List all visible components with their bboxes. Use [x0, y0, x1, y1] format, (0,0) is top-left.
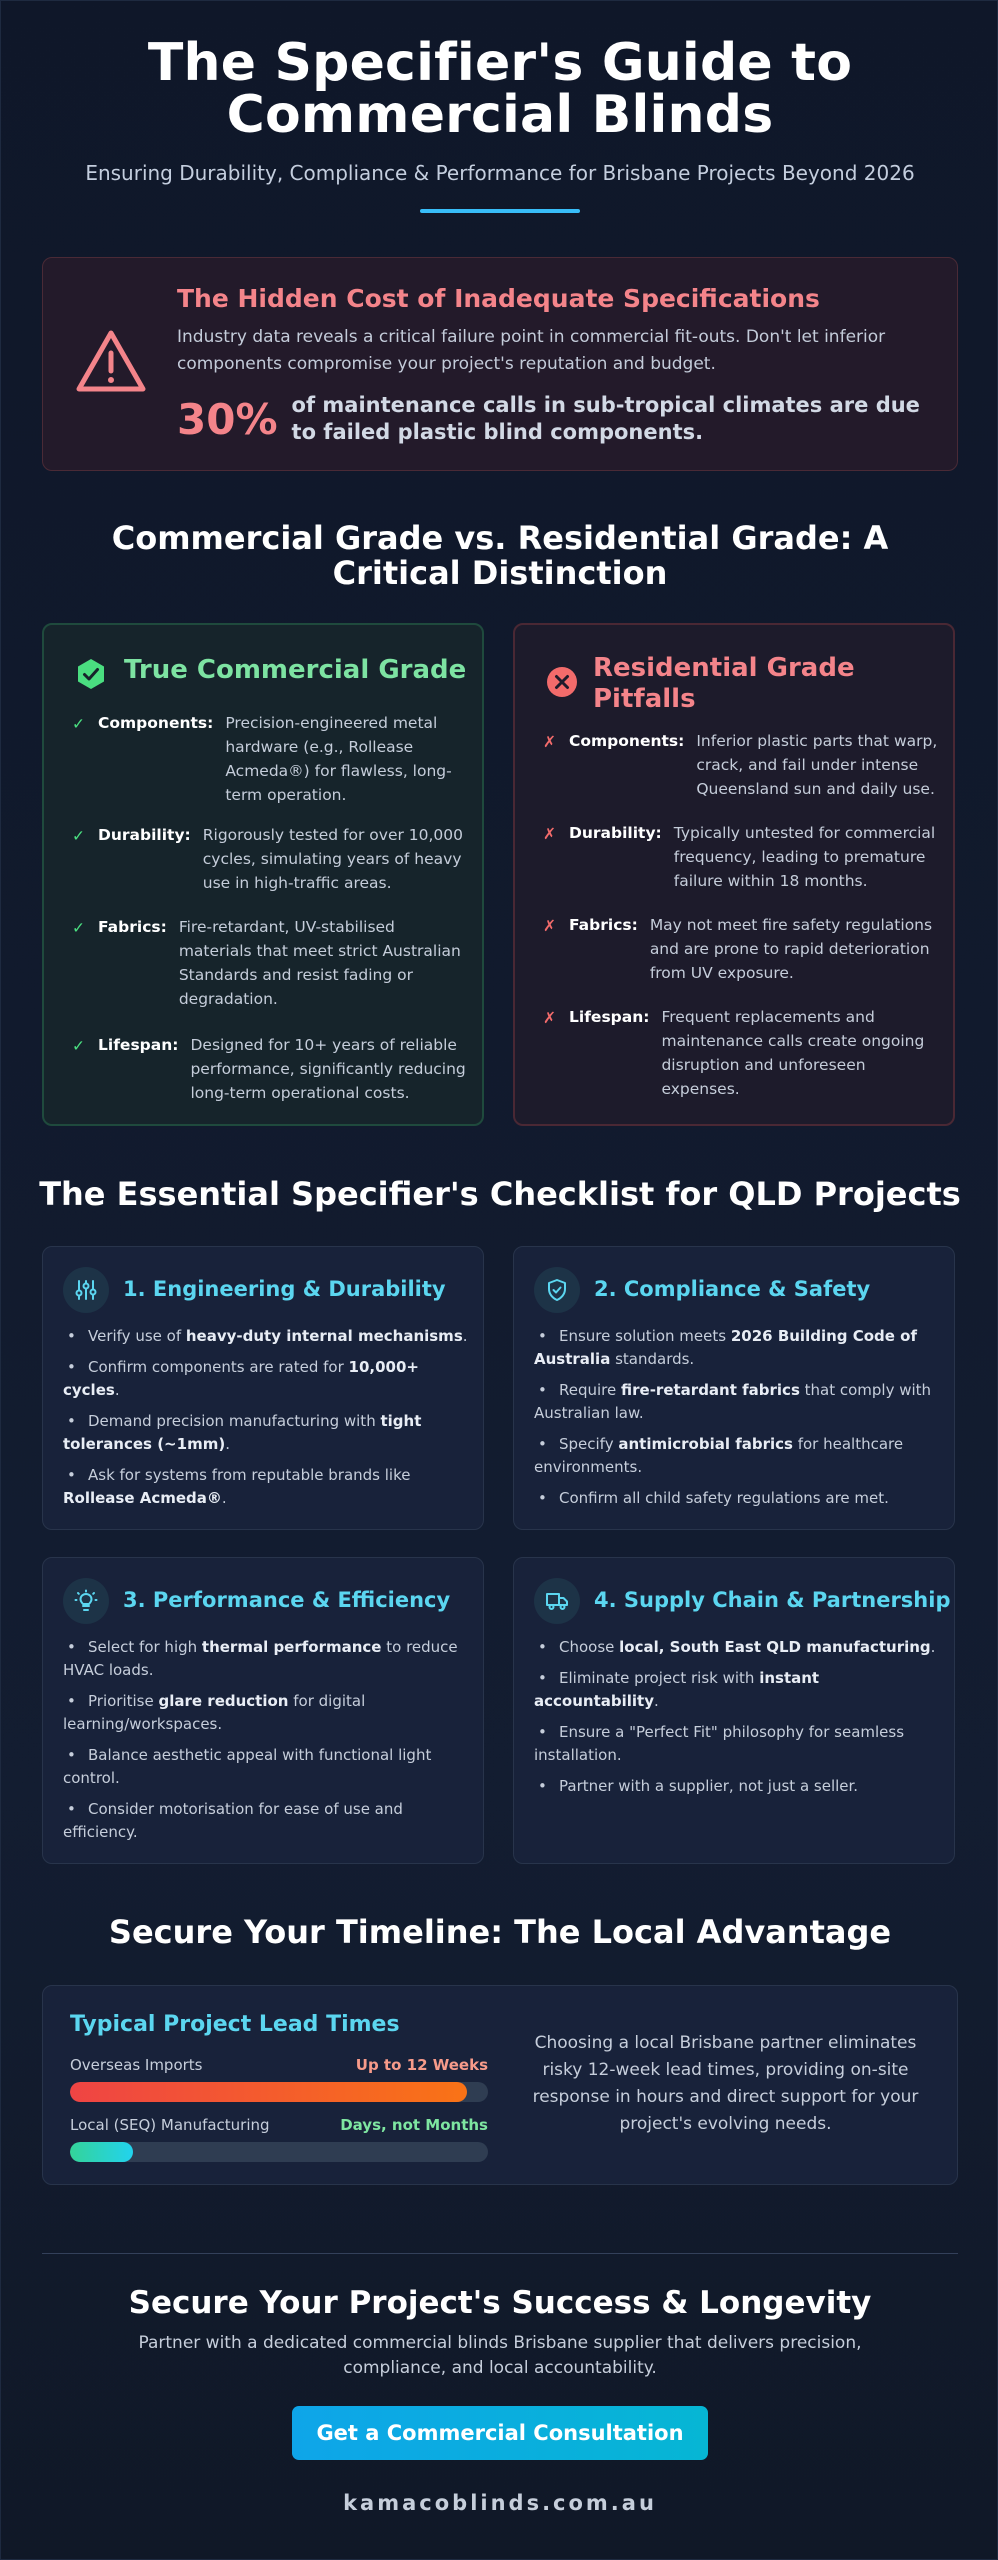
cta-subtitle: Partner with a dedicated commercial blinds Brisbane supplier that delivers precision, compliance, and local accountability. [138, 2333, 862, 2378]
check-icon: ✓ [72, 715, 85, 733]
checklist-item-bold: Rollease Acmeda® [63, 1489, 222, 1507]
checklist-item-post: to reduce HVAC loads. [63, 1638, 458, 1679]
comparison-row [72, 711, 472, 807]
check-badge-icon [74, 657, 108, 691]
comparison-row [72, 915, 472, 1011]
bar-label: Local (SEQ) Manufacturing [70, 2116, 270, 2134]
checklist-item-bold: tight tolerances (~1mm) [63, 1412, 422, 1453]
checklist-item [63, 1744, 468, 1790]
bar-fill [70, 2142, 133, 2162]
checklist-item-bold: fire-retardant fabrics [621, 1381, 800, 1399]
row-label: Components: [569, 732, 685, 750]
checklist-card-performance [42, 1557, 484, 1864]
page-subtitle: Ensuring Durability, Compliance & Performance for Brisbane Projects Beyond 2026 [85, 161, 915, 185]
cross-icon: ✗ [543, 733, 556, 751]
checklist-item [63, 1410, 468, 1456]
checklist-heading: The Essential Specifier's Checklist for QLD Projects [39, 1175, 961, 1213]
website-link[interactable]: kamacoblinds.com.au [343, 2491, 657, 2515]
row-label: Fabrics: [569, 916, 638, 934]
checklist-item-bold: thermal performance [201, 1638, 382, 1656]
checklist-item [63, 1356, 468, 1402]
icon-bubble [63, 1267, 109, 1313]
checklist-item-post: . [930, 1638, 936, 1656]
lead-times-description: Choosing a local Brisbane partner eliminates risky 12-week lead times, providing on-site response in hours and direct support for your project's evolving needs. [532, 2033, 919, 2134]
row-label: Components: [98, 714, 214, 732]
checklist-item-post: . [225, 1435, 230, 1453]
check-icon: ✓ [72, 1037, 85, 1055]
bar-track [70, 2142, 488, 2162]
bar-label: Overseas Imports [70, 2056, 203, 2074]
x-circle-icon [545, 665, 579, 699]
checklist-item-bold: heavy-duty internal mechanisms [185, 1327, 463, 1345]
checklist-item-bold: 10,000+ cycles [63, 1358, 419, 1399]
row-label: Lifespan: [569, 1008, 650, 1026]
commercial-grade-card [42, 623, 484, 1126]
bar-track [70, 2082, 488, 2102]
row-text: May not meet fire safety regulations and are prone to rapid deterioration from UV exposure. [649, 916, 933, 982]
checklist-item-bold: local, South East QLD manufacturing [619, 1638, 931, 1656]
bar-value: Days, not Months [340, 2116, 488, 2134]
icon-bubble [534, 1578, 580, 1624]
checklist-item [534, 1325, 939, 1371]
checklist-item [534, 1775, 939, 1798]
row-label: Durability: [98, 826, 191, 844]
row-text: Typically untested for commercial frequency, leading to premature failure within 18 months. [673, 824, 936, 890]
page-title-line1: The Specifier's Guide to [147, 33, 853, 93]
hidden-cost-alert [42, 257, 958, 471]
alert-stat-text: of maintenance calls in sub-tropical climates are due to failed plastic blind components. [291, 393, 920, 444]
checklist-item-bold: glare reduction [158, 1692, 289, 1710]
alert-title: The Hidden Cost of Inadequate Specifications [177, 284, 820, 313]
checklist-item [63, 1636, 468, 1682]
checklist-item [63, 1464, 468, 1510]
checklist-item-pre: Choose [559, 1638, 620, 1656]
checklist-item [534, 1667, 939, 1713]
page-header [1, 33, 998, 213]
checklist-item-pre: Confirm all child safety regulations are met. [559, 1489, 889, 1507]
checklist-item [63, 1325, 468, 1348]
checklist-item-pre: Confirm components are rated for [88, 1358, 349, 1376]
row-text: Inferior plastic parts that warp, crack, and fail under intense Queensland sun and daily use. [696, 732, 938, 798]
comparison-heading: Commercial Grade vs. Residential Grade: A Critical Distinction [111, 519, 889, 592]
checklist-item [534, 1487, 939, 1510]
checklist-item-post: for healthcare environments. [534, 1435, 904, 1476]
header-divider [420, 209, 580, 213]
lead-times-title: Typical Project Lead Times [70, 2012, 400, 2037]
check-icon: ✓ [72, 827, 85, 845]
bar-value: Up to 12 Weeks [355, 2056, 488, 2074]
section-divider [42, 2253, 958, 2254]
checklist-item-pre: Ensure a "Perfect Fit" philosophy for seamless installation. [534, 1723, 905, 1764]
comparison-row [543, 821, 943, 893]
checklist-item-pre: Ask for systems from reputable brands like [88, 1466, 411, 1484]
checklist-item-post: . [653, 1692, 659, 1710]
checklist-item-pre: Verify use of [88, 1327, 186, 1345]
checklist-items [63, 1636, 468, 1852]
alert-body: Industry data reveals a critical failure point in commercial fit-outs. Don't let inferior components compromise your project's reputation and budget. [177, 327, 886, 374]
row-label: Durability: [569, 824, 662, 842]
timeline-heading: Secure Your Timeline: The Local Advantage [108, 1913, 892, 1951]
page-title [1, 33, 998, 145]
row-text: Precision-engineered metal hardware (e.g., Rollease Acmeda®) for flawless, long-term operation. [225, 714, 452, 804]
icon-bubble [534, 1267, 580, 1313]
cross-icon: ✗ [543, 1009, 556, 1027]
row-text: Rigorously tested for over 10,000 cycles, simulating years of heavy use in high-traffic areas. [202, 826, 464, 892]
checklist-item-post: standards. [610, 1350, 695, 1368]
checklist-item [534, 1379, 939, 1425]
checklist-item-pre: Prioritise [88, 1692, 159, 1710]
checklist-item-post: . [462, 1327, 468, 1345]
checklist-item-bold: 2026 Building Code of Australia [534, 1327, 918, 1368]
checklist-item-post: for digital learning/workspaces. [63, 1692, 366, 1733]
checklist-item-pre: Specify [559, 1435, 619, 1453]
truck-icon [545, 1589, 569, 1613]
checklist-item-pre: Partner with a supplier, not just a seller. [559, 1777, 859, 1795]
checklist-item-pre: Ensure solution meets [559, 1327, 731, 1345]
check-icon: ✓ [72, 919, 85, 937]
checklist-card-title: 2. Compliance & Safety [594, 1277, 871, 1301]
row-text: Designed for 10+ years of reliable performance, significantly reducing long-term operational costs. [190, 1036, 466, 1102]
lead-times-card [42, 1985, 958, 2185]
cross-icon: ✗ [543, 825, 556, 843]
sliders-icon [74, 1278, 98, 1302]
checklist-card-title: 3. Performance & Efficiency [123, 1588, 451, 1612]
checklist-item-post: . [221, 1489, 227, 1507]
checklist-card-engineering [42, 1246, 484, 1530]
checklist-items [534, 1325, 939, 1518]
checklist-item-pre: Require [559, 1381, 622, 1399]
checklist-item-bold: antimicrobial fabrics [618, 1435, 793, 1453]
consultation-button[interactable]: Get a Commercial Consultation [292, 2406, 708, 2460]
icon-bubble [63, 1578, 109, 1624]
comparison-row [543, 729, 943, 801]
comparison-row [543, 1005, 943, 1101]
warning-triangle-icon [75, 328, 147, 394]
row-label: Lifespan: [98, 1036, 179, 1054]
checklist-items [63, 1325, 468, 1518]
alert-statistic [177, 392, 937, 446]
checklist-item [534, 1433, 939, 1479]
checklist-item-post: . [114, 1381, 120, 1399]
page-title-line2: Commercial Blinds [226, 85, 774, 145]
residential-grade-title: Residential Grade Pitfalls [593, 653, 855, 714]
checklist-card-compliance [513, 1246, 955, 1530]
checklist-item-pre: Consider motorisation for ease of use and efficiency. [63, 1800, 403, 1841]
comparison-row [543, 913, 943, 985]
lead-time-bar-overseas [70, 2056, 488, 2102]
lightbulb-icon [74, 1589, 98, 1613]
row-text: Fire-retardant, UV-stabilised materials that meet strict Australian Standards and resist fading or degradation. [178, 918, 461, 1008]
comparison-row [72, 823, 472, 895]
checklist-item [63, 1798, 468, 1844]
checklist-item-pre: Balance aesthetic appeal with functional light control. [63, 1746, 432, 1787]
commercial-grade-title: True Commercial Grade [124, 655, 467, 685]
checklist-card-supply-chain [513, 1557, 955, 1864]
alert-stat-value: 30% [177, 394, 278, 444]
checklist-item [63, 1690, 468, 1736]
lead-time-bar-local [70, 2116, 488, 2162]
checklist-card-title: 1. Engineering & Durability [123, 1277, 446, 1301]
checklist-item [534, 1721, 939, 1767]
checklist-item-pre: Eliminate project risk with [559, 1669, 760, 1687]
checklist-item-bold: instant accountability [534, 1669, 820, 1710]
residential-grade-card [513, 623, 955, 1126]
shield-check-icon [545, 1278, 569, 1302]
checklist-item-pre: Demand precision manufacturing with [88, 1412, 381, 1430]
checklist-item-pre: Select for high [88, 1638, 202, 1656]
checklist-card-title: 4. Supply Chain & Partnership [594, 1588, 951, 1612]
row-label: Fabrics: [98, 918, 167, 936]
comparison-row [72, 1033, 472, 1105]
checklist-item-post: that comply with Australian law. [534, 1381, 932, 1422]
row-text: Frequent replacements and maintenance calls create ongoing disruption and unforeseen expenses. [661, 1008, 925, 1098]
cta-title: Secure Your Project's Success & Longevity [128, 2285, 872, 2321]
checklist-item [534, 1636, 939, 1659]
bar-fill [70, 2082, 467, 2102]
checklist-items [534, 1636, 939, 1806]
cross-icon: ✗ [543, 917, 556, 935]
